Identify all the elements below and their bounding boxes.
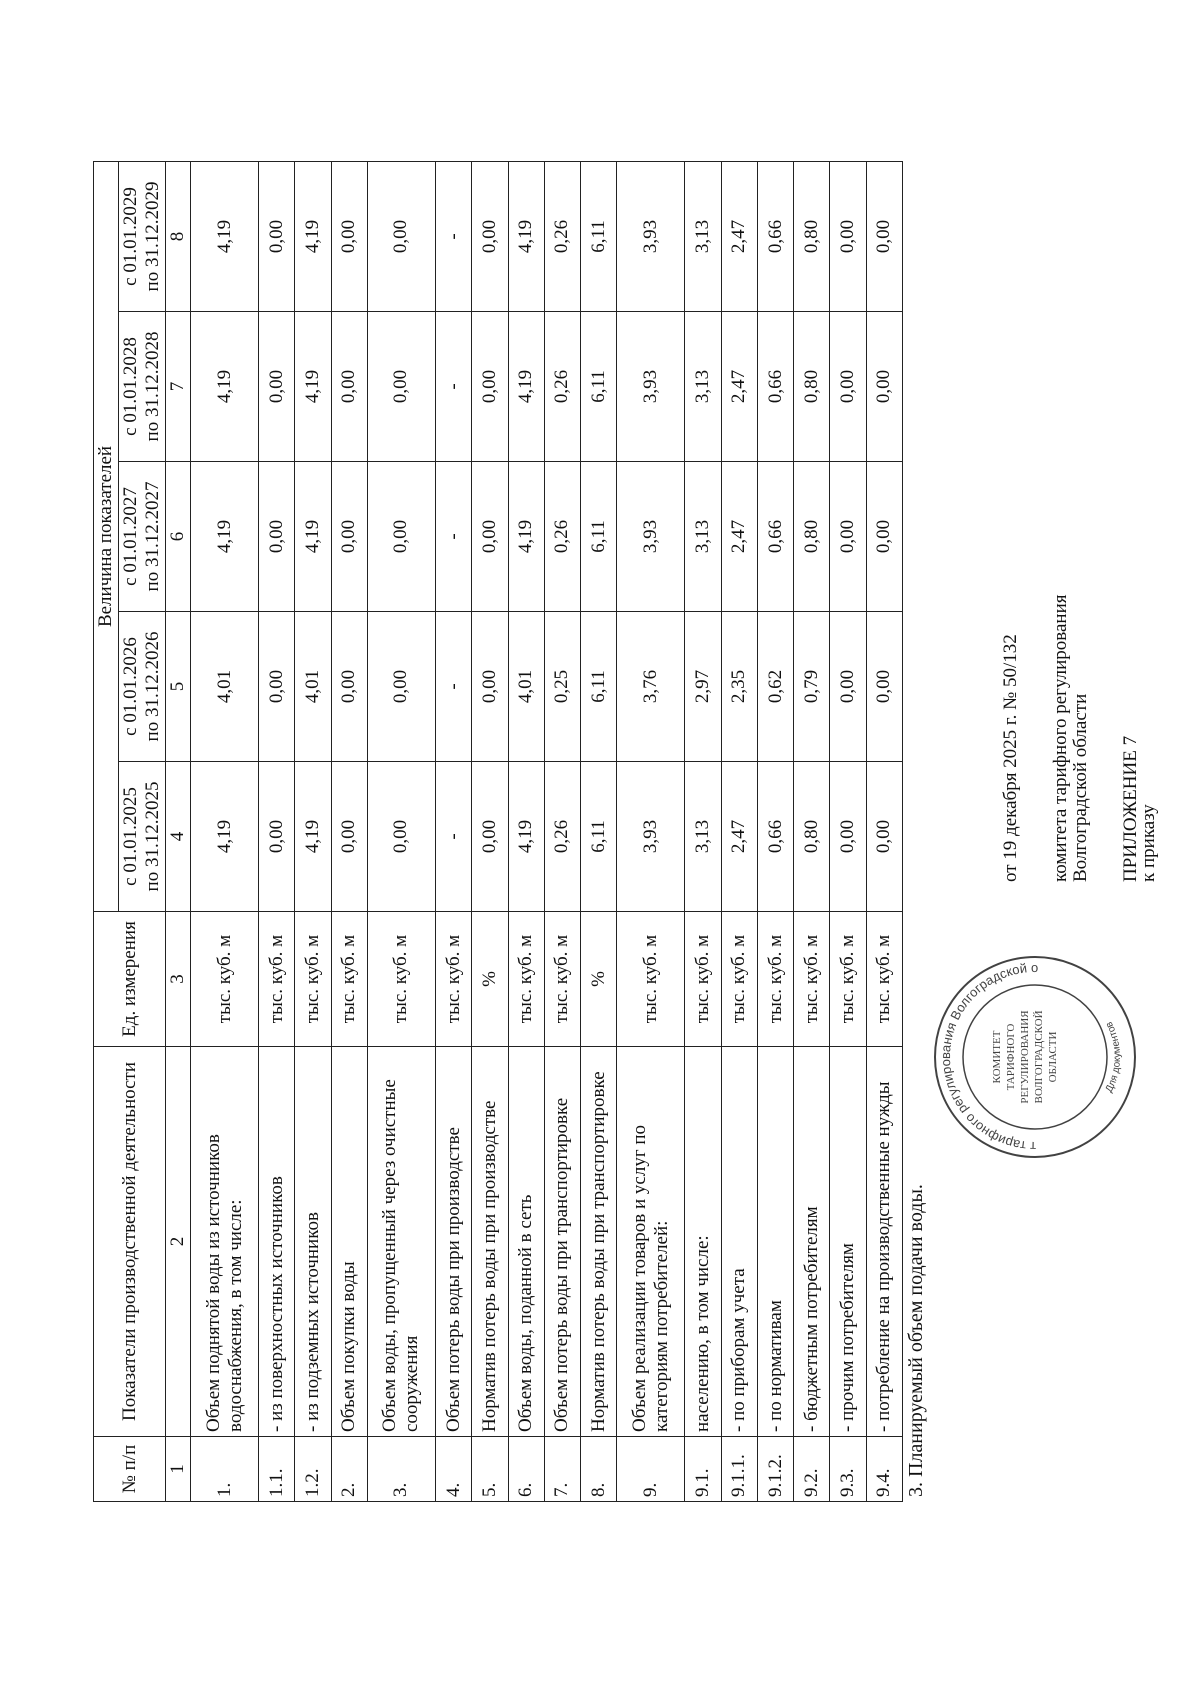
- row-value: 2,47: [721, 462, 757, 612]
- row-value: 6,11: [581, 762, 617, 912]
- row-value: 0,00: [367, 612, 435, 762]
- header-indicator: Показатели производственной деятельности: [94, 1047, 166, 1437]
- water-supply-table: [93, 161, 903, 1502]
- table-row: [367, 161, 435, 1501]
- period-from: с 01.01.2029: [120, 187, 141, 286]
- row-indicator: Объем потерь воды при транспортировке: [544, 1047, 580, 1437]
- row-value: 0,66: [757, 161, 793, 311]
- row-value: 0,00: [367, 462, 435, 612]
- column-number: 4: [166, 762, 191, 912]
- row-value: 4,19: [191, 762, 259, 912]
- row-unit: тыс. куб. м: [259, 912, 295, 1047]
- row-value: -: [436, 161, 472, 311]
- column-number: 1: [166, 1437, 191, 1502]
- row-unit: тыс. куб. м: [617, 912, 685, 1047]
- row-value: 0,26: [544, 462, 580, 612]
- row-value: 2,47: [721, 762, 757, 912]
- table-row: [830, 161, 866, 1501]
- row-value: -: [436, 612, 472, 762]
- row-value: 0,26: [544, 312, 580, 462]
- appendix-title: ПРИЛОЖЕНИЕ 7: [1120, 735, 1141, 882]
- row-indicator: - по приборам учета: [721, 1047, 757, 1437]
- table-row: [794, 161, 830, 1501]
- row-number: 9.1.2.: [757, 1437, 793, 1502]
- row-indicator: - из поверхностных источников: [259, 1047, 295, 1437]
- row-value: 0,66: [757, 762, 793, 912]
- column-number: 3: [166, 912, 191, 1047]
- row-value: 4,01: [508, 612, 544, 762]
- row-value: 2,47: [721, 312, 757, 462]
- row-number: 7.: [544, 1437, 580, 1502]
- row-value: 4,19: [191, 312, 259, 462]
- row-unit: тыс. куб. м: [721, 912, 757, 1047]
- row-value: 4,19: [295, 161, 331, 311]
- row-indicator: - бюджетным потребителям: [794, 1047, 830, 1437]
- row-value: 4,19: [508, 462, 544, 612]
- row-value: 0,00: [472, 161, 508, 311]
- row-value: 3,93: [617, 762, 685, 912]
- row-number: 5.: [472, 1437, 508, 1502]
- row-value: 0,00: [830, 612, 866, 762]
- row-value: 6,11: [581, 161, 617, 311]
- row-value: 0,00: [866, 161, 902, 311]
- appendix-line-order: к приказу: [1138, 804, 1159, 882]
- row-value: 4,19: [191, 161, 259, 311]
- row-unit: тыс. куб. м: [191, 912, 259, 1047]
- row-number: 4.: [436, 1437, 472, 1502]
- table-row: [721, 161, 757, 1501]
- row-number: 3.: [367, 1437, 435, 1502]
- row-value: 3,93: [617, 312, 685, 462]
- row-value: 0,66: [757, 462, 793, 612]
- row-value: 0,00: [472, 612, 508, 762]
- row-value: 0,00: [367, 312, 435, 462]
- row-value: 3,13: [685, 312, 721, 462]
- table-body: [191, 161, 903, 1501]
- row-unit: тыс. куб. м: [685, 912, 721, 1047]
- row-unit: %: [472, 912, 508, 1047]
- appendix-line-region: Волгоградской области: [1070, 693, 1091, 882]
- period-from: с 01.01.2025: [120, 787, 141, 886]
- header-no: № п/п: [94, 1437, 166, 1502]
- row-value: 4,01: [295, 612, 331, 762]
- row-unit: тыс. куб. м: [295, 912, 331, 1047]
- column-number: 6: [166, 462, 191, 612]
- row-value: 0,00: [331, 462, 367, 612]
- table-row: [617, 161, 685, 1501]
- row-number: 9.3.: [830, 1437, 866, 1502]
- row-value: 2,47: [721, 161, 757, 311]
- row-value: 0,80: [794, 762, 830, 912]
- row-value: 0,80: [794, 161, 830, 311]
- row-value: 2,35: [721, 612, 757, 762]
- period-header: [119, 612, 166, 762]
- row-value: 0,00: [259, 762, 295, 912]
- row-value: -: [436, 462, 472, 612]
- row-indicator: Норматив потерь воды при производстве: [472, 1047, 508, 1437]
- row-unit: тыс. куб. м: [757, 912, 793, 1047]
- row-value: 0,00: [866, 462, 902, 612]
- row-value: 4,01: [191, 612, 259, 762]
- row-value: 0,66: [757, 312, 793, 462]
- row-number: 9.: [617, 1437, 685, 1502]
- row-number: 1.2.: [295, 1437, 331, 1502]
- column-number: 8: [166, 161, 191, 311]
- row-value: 0,26: [544, 161, 580, 311]
- table-row: [191, 161, 259, 1501]
- section-title: 3. Планируемый объем подачи воды.: [905, 1184, 927, 1497]
- row-value: 0,80: [794, 462, 830, 612]
- row-value: 0,79: [794, 612, 830, 762]
- row-indicator: Объем поднятой воды из источников водоснабжения, в том числе:: [191, 1047, 259, 1437]
- row-indicator: Объем воды, поданной в сеть: [508, 1047, 544, 1437]
- stamp-inner-text: КОМИТЕТ ТАРИФНОГО РЕГУЛИРОВАНИЯ ВОЛГОГРАДСКОЙ ОБЛАСТИ: [991, 1010, 1059, 1104]
- column-number: 5: [166, 612, 191, 762]
- row-value: 0,00: [866, 762, 902, 912]
- row-value: 0,00: [259, 462, 295, 612]
- row-unit: тыс. куб. м: [331, 912, 367, 1047]
- row-value: -: [436, 762, 472, 912]
- table-row: [581, 161, 617, 1501]
- row-value: 0,00: [259, 312, 295, 462]
- row-indicator: - по нормативам: [757, 1047, 793, 1437]
- row-value: 4,19: [508, 161, 544, 311]
- row-value: 0,00: [866, 612, 902, 762]
- row-value: 0,00: [830, 462, 866, 612]
- row-number: 9.1.1.: [721, 1437, 757, 1502]
- row-number: 1.1.: [259, 1437, 295, 1502]
- official-stamp: [930, 952, 1140, 1162]
- row-indicator: Объем потерь воды при производстве: [436, 1047, 472, 1437]
- period-to: по 31.12.2027: [142, 481, 163, 592]
- period-to: по 31.12.2026: [142, 631, 163, 742]
- row-value: 0,00: [830, 762, 866, 912]
- table-row: [436, 161, 472, 1501]
- header-values-group: Величина показателей: [94, 161, 119, 911]
- row-value: 0,00: [472, 312, 508, 462]
- row-value: 0,00: [331, 161, 367, 311]
- row-number: 1.: [191, 1437, 259, 1502]
- period-header: [119, 462, 166, 612]
- period-header: [119, 312, 166, 462]
- row-value: 4,19: [191, 462, 259, 612]
- row-value: 3,13: [685, 762, 721, 912]
- row-value: 2,97: [685, 612, 721, 762]
- row-value: 4,19: [295, 312, 331, 462]
- row-value: -: [436, 312, 472, 462]
- row-value: 0,00: [331, 762, 367, 912]
- column-number-row: [166, 161, 191, 1501]
- row-value: 0,00: [331, 612, 367, 762]
- row-value: 4,19: [508, 762, 544, 912]
- period-header: [119, 762, 166, 912]
- row-value: 0,25: [544, 612, 580, 762]
- row-value: 3,93: [617, 462, 685, 612]
- row-indicator: - из подземных источников: [295, 1047, 331, 1437]
- table-row: [472, 161, 508, 1501]
- row-value: 3,13: [685, 161, 721, 311]
- table-row: [295, 161, 331, 1501]
- row-value: 0,00: [830, 312, 866, 462]
- row-number: 9.4.: [866, 1437, 902, 1502]
- row-number: 2.: [331, 1437, 367, 1502]
- row-value: 3,76: [617, 612, 685, 762]
- stamp-bottom-text: Для документов: [1103, 1019, 1124, 1095]
- period-to: по 31.12.2025: [142, 781, 163, 892]
- table-row: [331, 161, 367, 1501]
- period-from: с 01.01.2028: [120, 337, 141, 436]
- period-from: с 01.01.2026: [120, 637, 141, 736]
- row-number: 9.2.: [794, 1437, 830, 1502]
- row-indicator: Объем покупки воды: [331, 1047, 367, 1437]
- row-value: 0,00: [472, 762, 508, 912]
- row-unit: %: [581, 912, 617, 1047]
- row-value: 3,93: [617, 161, 685, 311]
- row-number: 9.1.: [685, 1437, 721, 1502]
- table-row: [866, 161, 902, 1501]
- table-row: [544, 161, 580, 1501]
- period-to: по 31.12.2028: [142, 331, 163, 442]
- column-number: 7: [166, 312, 191, 462]
- row-value: 0,26: [544, 762, 580, 912]
- row-value: 4,19: [295, 462, 331, 612]
- table-row: [685, 161, 721, 1501]
- row-number: 8.: [581, 1437, 617, 1502]
- row-unit: тыс. куб. м: [830, 912, 866, 1047]
- row-value: 0,00: [367, 161, 435, 311]
- row-value: 0,00: [367, 762, 435, 912]
- header-unit: Ед. измерения: [94, 912, 166, 1047]
- column-number: 2: [166, 1047, 191, 1437]
- row-value: 4,19: [295, 762, 331, 912]
- row-value: 0,00: [259, 612, 295, 762]
- table-row: [508, 161, 544, 1501]
- row-unit: тыс. куб. м: [367, 912, 435, 1047]
- appendix-line-committee: комитета тарифного регулирования: [1050, 594, 1071, 882]
- row-unit: тыс. куб. м: [508, 912, 544, 1047]
- row-value: 0,00: [331, 312, 367, 462]
- period-from: с 01.01.2027: [120, 487, 141, 586]
- row-indicator: Объем реализации товаров и услуг по категориям потребителей:: [617, 1047, 685, 1437]
- row-indicator: Норматив потерь воды при транспортировке: [581, 1047, 617, 1437]
- table-row: [757, 161, 793, 1501]
- row-unit: тыс. куб. м: [866, 912, 902, 1047]
- period-header: [119, 161, 166, 311]
- row-value: 0,80: [794, 312, 830, 462]
- row-value: 0,00: [866, 312, 902, 462]
- row-indicator: - потребление на производственные нужды: [866, 1047, 902, 1437]
- row-value: 0,62: [757, 612, 793, 762]
- row-indicator: населению, в том числе:: [685, 1047, 721, 1437]
- row-number: 6.: [508, 1437, 544, 1502]
- row-value: 6,11: [581, 462, 617, 612]
- row-unit: тыс. куб. м: [436, 912, 472, 1047]
- row-indicator: Объем воды, пропущенный через очистные сооружения: [367, 1047, 435, 1437]
- row-indicator: - прочим потребителям: [830, 1047, 866, 1437]
- row-value: 6,11: [581, 312, 617, 462]
- appendix-line-date: от 19 декабря 2025 г. № 50/132: [1000, 634, 1021, 882]
- row-value: 0,00: [259, 161, 295, 311]
- period-to: по 31.12.2029: [142, 181, 163, 292]
- row-unit: тыс. куб. м: [544, 912, 580, 1047]
- row-value: 6,11: [581, 612, 617, 762]
- row-value: 4,19: [508, 312, 544, 462]
- stamp-outer-text: т тарифного регулирования Волгоградской о: [937, 959, 1039, 1155]
- row-value: 0,00: [830, 161, 866, 311]
- row-value: 3,13: [685, 462, 721, 612]
- table-row: [259, 161, 295, 1501]
- row-unit: тыс. куб. м: [794, 912, 830, 1047]
- row-value: 0,00: [472, 462, 508, 612]
